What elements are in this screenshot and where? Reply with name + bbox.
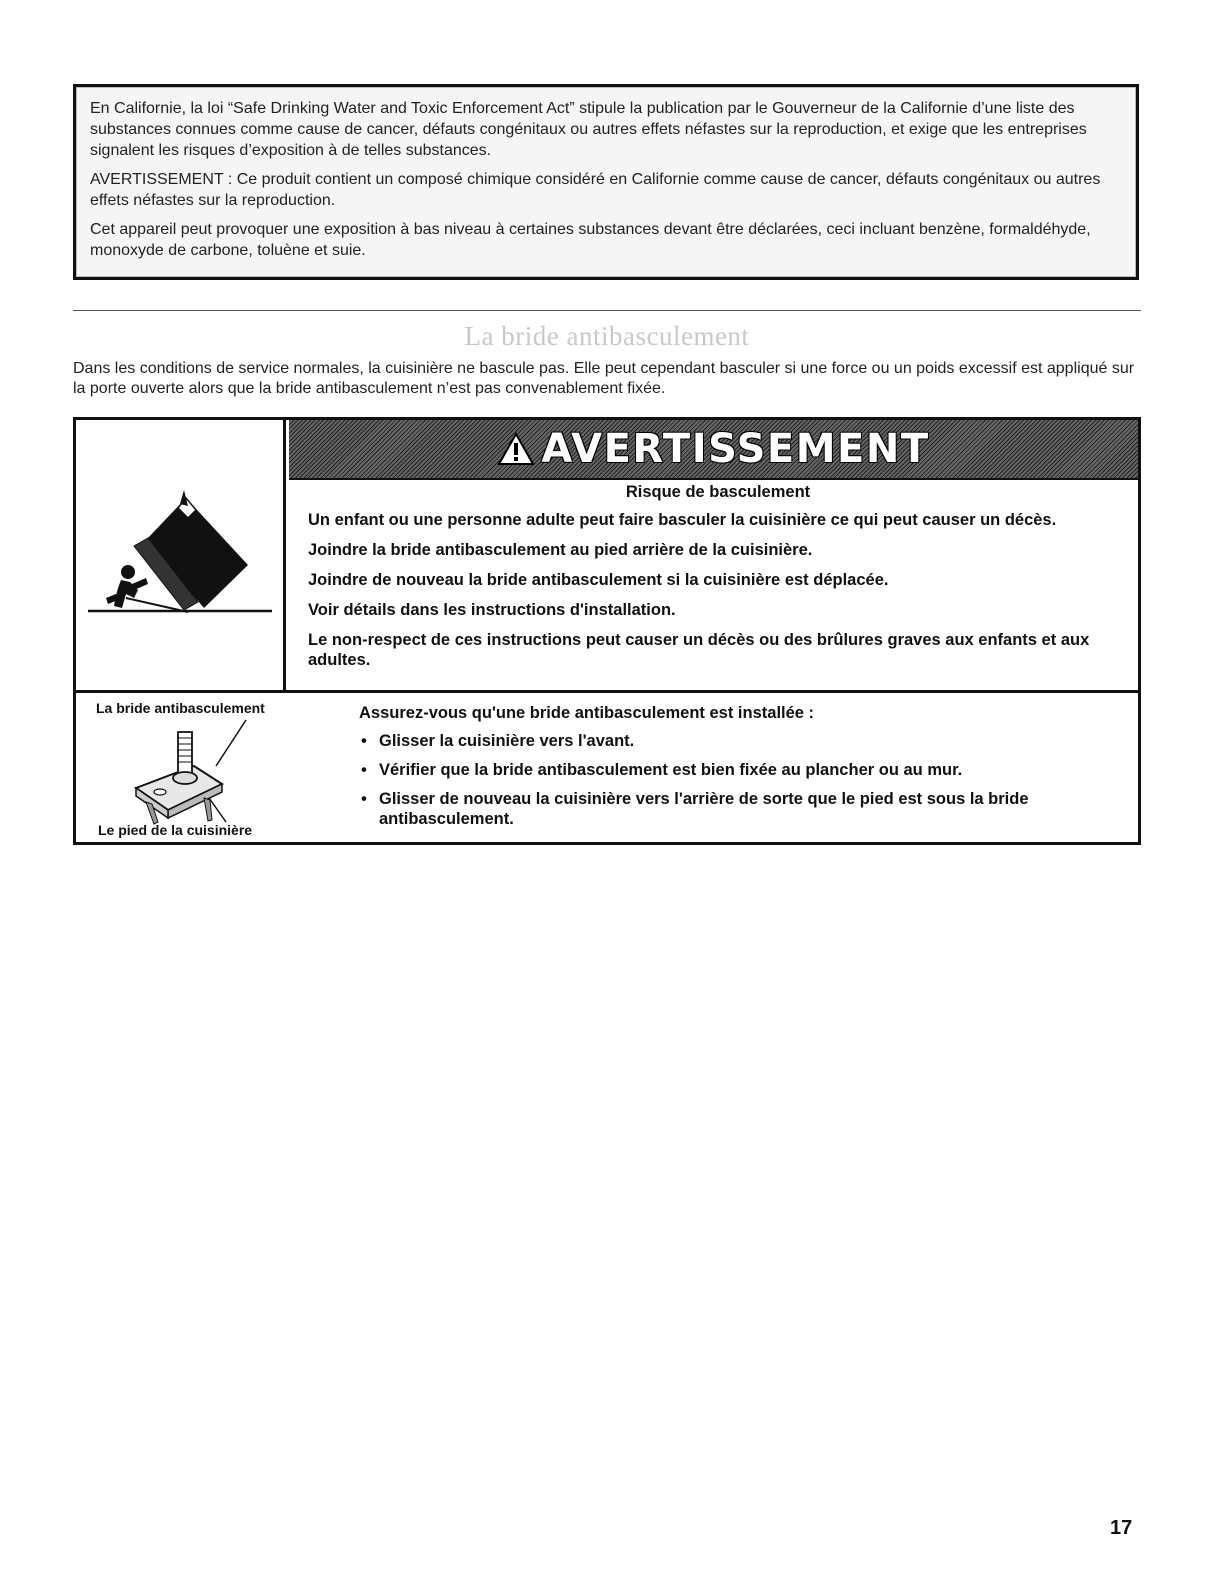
bracket-intro: Assurez-vous qu'une bride antibasculement est installée : (359, 704, 815, 722)
warning-line-4: Voir détails dans les instructions d'installation. (308, 601, 676, 619)
warning-line-5: Le non-respect de ces instructions peut causer un décès ou des brûlures graves aux enfants et aux adultes. (308, 631, 1090, 669)
warning-line-3: Joindre de nouveau la bride antibasculement si la cuisinière est déplacée. (308, 571, 889, 589)
section-title: La bride antibasculement (464, 321, 750, 351)
bracket-step-2: • Vérifier que la bride antibasculement est bien fixée au plancher ou au mur. (359, 760, 1119, 780)
page-number: 17 (1110, 1517, 1133, 1539)
prop65-paragraph-1: En Californie, la loi “Safe Drinking Water and Toxic Enforcement Act” stipule la publication par le Gouverneur de la Californie d’une liste des substances connues comme cause de cancer, défauts congénitaux ou autres effets néfastes sur la reproduction, et exige que les entreprises signalent les risques d’exposition à de telles substances. (90, 100, 1087, 159)
tip-over-hazard-icon (76, 420, 283, 687)
warning-header (289, 420, 1138, 480)
section-intro: Dans les conditions de service normales, la cuisinière ne bascule pas. Elle peut cependant basculer si une force ou un poids excessif est appliqué sur la porte ouverte alors que la bride antibasculement n’est pas convenablement fixée. (73, 360, 1135, 397)
warning-line-1: Un enfant ou une personne adulte peut faire basculer la cuisinière ce qui peut causer un décès. (308, 511, 1057, 529)
prop65-paragraph-3: Cet appareil peut provoquer une exposition à bas niveau à certaines substances devant être déclarées, ceci incluant benzène, formaldéhyde, monoxyde de carbone, toluène et suie. (90, 221, 1091, 259)
bracket-steps (359, 731, 1119, 829)
warning-divider (76, 690, 1138, 693)
bracket-illustration (76, 694, 308, 844)
bracket-label-top: La bride antibasculement (96, 700, 265, 716)
section-divider (73, 310, 1141, 311)
bracket-instructions (359, 703, 1119, 838)
bracket-step-1: • Glisser la cuisinière vers l'avant. (359, 731, 1119, 751)
anti-tip-bracket-icon (116, 718, 286, 828)
warning-header-label: AVERTISSEMENT (541, 426, 930, 472)
bracket-step-3: • Glisser de nouveau la cuisinière vers l'arrière de sorte que le pied est sous la bride antibasculement. (359, 789, 1119, 829)
warning-triangle-icon (497, 432, 535, 466)
warning-text (308, 482, 1128, 680)
tip-over-illustration (76, 420, 286, 690)
bracket-label-bottom: Le pied de la cuisinière (98, 822, 253, 838)
warning-box (73, 417, 1141, 845)
prop65-notice (73, 84, 1139, 280)
risk-title: Risque de basculement (625, 483, 811, 501)
warning-line-2: Joindre la bride antibasculement au pied arrière de la cuisinière. (308, 541, 813, 559)
prop65-paragraph-2: AVERTISSEMENT : Ce produit contient un composé chimique considéré en Californie comme cause de cancer, défauts congénitaux ou autres effets néfastes sur la reproduction. (90, 171, 1101, 209)
